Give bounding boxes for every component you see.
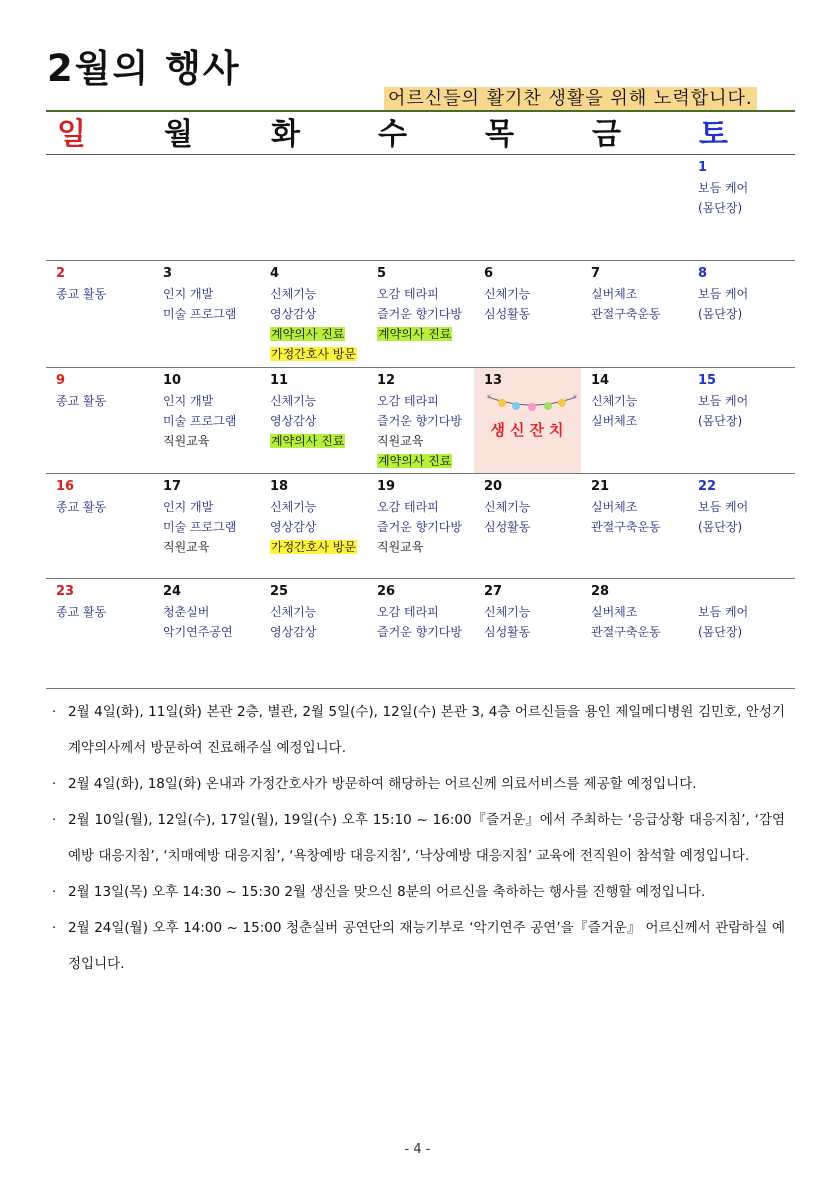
activity-line	[698, 602, 795, 622]
activity-line	[163, 284, 260, 304]
activity-line	[270, 411, 367, 431]
calendar-day	[581, 474, 688, 578]
day-number	[377, 158, 474, 178]
day-number: 19	[377, 479, 396, 494]
weekday-thursday: 목	[485, 117, 514, 152]
activity-line	[377, 602, 474, 622]
calendar-day	[260, 474, 367, 578]
activity-line	[270, 324, 367, 344]
activity-line	[163, 431, 260, 451]
activity-text: (몸단장)	[698, 414, 743, 428]
day-number: 11	[270, 373, 289, 388]
subtitle-banner: 어르신들의 활기찬 생활을 위해 노력합니다.	[384, 87, 757, 111]
activity-text: (몸단장)	[698, 520, 743, 534]
activity-text: 신체기능	[484, 287, 531, 301]
activity-line	[163, 622, 260, 642]
activity-line	[270, 517, 367, 537]
activity-line	[163, 537, 260, 557]
activity-text: 보듬 케어	[698, 605, 749, 619]
note-text: 2월 13일(목) 오후 14:30 ~ 15:30 2월 생신을 맞으신 8분의 어르신을 축하하는 행사를 진행할 예정입니다.	[68, 884, 706, 900]
activity-text: 신체기능	[484, 500, 531, 514]
activity-line	[377, 622, 474, 642]
calendar-day	[153, 474, 260, 578]
calendar-day	[474, 579, 581, 688]
day-number	[484, 158, 581, 178]
activity-line	[270, 602, 367, 622]
activity-text: 미술 프로그램	[163, 307, 237, 321]
calendar-day	[46, 261, 153, 367]
day-number: 22	[698, 479, 717, 494]
weekday-wednesday: 수	[378, 117, 407, 152]
note-text: 2월 4일(화), 11일(화) 본관 2층, 별관, 2월 5일(수), 12일(수) 본관 3, 4층 어르신들을 용인 제일메디병원 김민호, 안성기 계약의사께서 방문하여 진료해주실 예정입니다.	[68, 704, 785, 756]
activity-text: 오감 테라피	[377, 394, 439, 408]
page-title: 2월의 행사	[47, 47, 241, 90]
day-number	[56, 158, 153, 178]
activity-line	[698, 411, 795, 431]
activity-text: 실버체조	[591, 500, 638, 514]
day-number: 15	[698, 373, 717, 388]
weekday-friday: 금	[592, 117, 621, 152]
day-number: 14	[591, 373, 610, 388]
activity-line	[484, 622, 581, 642]
day-number: 2	[56, 266, 66, 281]
day-number: 13	[484, 373, 503, 388]
activity-text: 직원교육	[377, 540, 424, 554]
calendar-day	[260, 579, 367, 688]
activity-highlight: 계약의사 진료	[271, 434, 345, 448]
activity-line	[163, 602, 260, 622]
activity-text: 종교 활동	[56, 500, 107, 514]
activity-line	[270, 537, 367, 557]
title-divider	[46, 110, 795, 112]
activity-line	[377, 537, 474, 557]
activity-text: 미술 프로그램	[163, 520, 237, 534]
day-number: 24	[163, 584, 182, 599]
activity-line	[270, 431, 367, 451]
day-number	[591, 158, 688, 178]
page-number: - 4 -	[404, 1142, 431, 1157]
calendar-week	[46, 368, 795, 474]
calendar-day	[581, 155, 688, 260]
activity-text: 악기연주공연	[163, 625, 233, 639]
day-number: 25	[270, 584, 289, 599]
bullet-icon: ·	[52, 776, 57, 792]
activity-line	[270, 304, 367, 324]
bullet-icon: ·	[52, 920, 57, 936]
activity-line	[698, 304, 795, 324]
calendar-day	[474, 368, 581, 473]
activity-text: 인지 개발	[163, 394, 214, 408]
day-number	[163, 158, 260, 178]
activity-line	[377, 451, 474, 471]
calendar-day	[260, 261, 367, 367]
activity-text: 오감 테라피	[377, 605, 439, 619]
activity-line	[270, 284, 367, 304]
calendar-day	[581, 261, 688, 367]
activity-text: 보듬 케어	[698, 287, 749, 301]
activity-line	[698, 178, 795, 198]
activity-text: 즐거운 향기다방	[377, 625, 462, 639]
activity-text: 신체기능	[270, 500, 317, 514]
activity-line	[591, 517, 688, 537]
day-number: 23	[56, 584, 75, 599]
activity-line	[484, 602, 581, 622]
activity-text: 신체기능	[270, 605, 317, 619]
activity-text: 실버체조	[591, 287, 638, 301]
activity-text: 관절구축운동	[591, 307, 661, 321]
weekday-tuesday: 화	[271, 117, 300, 152]
note-text: 2월 24일(월) 오후 14:00 ~ 15:00 청춘실버 공연단의 재능기부로 ‘악기연주 공연’을『즐거운』 어르신께서 관람하실 예정입니다.	[68, 920, 785, 972]
day-number: 16	[56, 479, 75, 494]
activity-text: 영상감상	[270, 414, 317, 428]
activity-text: 영상감상	[270, 625, 317, 639]
activity-line	[377, 517, 474, 537]
weekday-saturday: 토	[699, 117, 728, 152]
activity-line	[56, 391, 153, 411]
activity-text: (몸단장)	[698, 201, 743, 215]
calendar-day	[153, 579, 260, 688]
calendar-day	[474, 155, 581, 260]
day-number	[270, 158, 367, 178]
day-number: 27	[484, 584, 503, 599]
activity-highlight: 계약의사 진료	[271, 327, 345, 341]
activity-line	[270, 497, 367, 517]
activity-text: 인지 개발	[163, 500, 214, 514]
calendar-week	[46, 579, 795, 689]
activity-text: 실버체조	[591, 605, 638, 619]
activity-text: (몸단장)	[698, 625, 743, 639]
activity-line	[591, 284, 688, 304]
activity-line	[484, 517, 581, 537]
activity-line	[591, 391, 688, 411]
calendar-day	[688, 155, 795, 260]
calendar-day	[153, 261, 260, 367]
activity-line	[591, 304, 688, 324]
day-number: 17	[163, 479, 182, 494]
weekday-header	[46, 115, 795, 155]
activity-line	[591, 602, 688, 622]
day-number: 21	[591, 479, 610, 494]
birthday-party-label: 생신잔치	[490, 421, 569, 439]
activity-text: (몸단장)	[698, 307, 743, 321]
day-number: 20	[484, 479, 503, 494]
activity-text: 신체기능	[270, 287, 317, 301]
calendar-week	[46, 474, 795, 579]
note-item	[52, 766, 785, 802]
activity-line	[377, 284, 474, 304]
activity-line	[591, 497, 688, 517]
activity-line	[163, 391, 260, 411]
calendar-day	[367, 474, 474, 578]
garland-icon	[484, 393, 580, 415]
activity-text: 오감 테라피	[377, 287, 439, 301]
activity-line	[377, 497, 474, 517]
activity-line	[377, 391, 474, 411]
activity-text: 직원교육	[163, 540, 210, 554]
day-number: 12	[377, 373, 396, 388]
activity-highlight: 계약의사 진료	[378, 454, 452, 468]
calendar-day	[367, 368, 474, 473]
activity-line	[698, 391, 795, 411]
activity-text: 오감 테라피	[377, 500, 439, 514]
calendar-day	[688, 474, 795, 578]
activity-text: 보듬 케어	[698, 394, 749, 408]
activity-highlight: 가정간호사 방문	[271, 540, 356, 554]
activity-text: 심성활동	[484, 520, 531, 534]
activity-text: 영상감상	[270, 520, 317, 534]
activity-line	[270, 391, 367, 411]
activity-line	[698, 517, 795, 537]
calendar-day	[367, 155, 474, 260]
activity-text: 신체기능	[591, 394, 638, 408]
calendar-day	[367, 261, 474, 367]
activity-line	[56, 284, 153, 304]
notes-list	[52, 694, 785, 982]
calendar-day	[367, 579, 474, 688]
activity-line	[377, 431, 474, 451]
day-number: 6	[484, 266, 494, 281]
activity-text: 직원교육	[163, 434, 210, 448]
activity-line	[484, 304, 581, 324]
activity-text: 즐거운 향기다방	[377, 414, 462, 428]
day-number: 4	[270, 266, 280, 281]
activity-line	[377, 411, 474, 431]
weekday-monday: 월	[164, 117, 193, 152]
activity-text: 청춘실버	[163, 605, 210, 619]
calendar-bottom-divider	[46, 688, 795, 689]
calendar-day	[688, 261, 795, 367]
activity-line	[591, 622, 688, 642]
activity-text: 즐거운 향기다방	[377, 307, 462, 321]
day-number: 10	[163, 373, 182, 388]
activity-line	[270, 344, 367, 364]
note-text: 2월 10일(월), 12일(수), 17일(월), 19일(수) 오후 15:10 ~ 16:00『즐거운』에서 주최하는 ‘응급상황 대응지침’, ‘감염예방 대응지침’, ‘치매예방 대응지침’, ‘욕창예방 대응지침’, ‘낙상예방 대응지침’ 교육에 전직원이 참석할 예정입니다.	[68, 812, 785, 864]
activity-line	[377, 304, 474, 324]
activity-text: 심성활동	[484, 307, 531, 321]
weekday-sunday: 일	[57, 117, 86, 152]
activity-line	[377, 324, 474, 344]
bullet-icon: ·	[52, 884, 57, 900]
calendar-day	[688, 368, 795, 473]
bullet-icon: ·	[52, 812, 57, 828]
day-number: 26	[377, 584, 396, 599]
activity-highlight: 계약의사 진료	[378, 327, 452, 341]
activity-text: 영상감상	[270, 307, 317, 321]
activity-text: 직원교육	[377, 434, 424, 448]
activity-text: 관절구축운동	[591, 520, 661, 534]
calendar-day	[46, 579, 153, 688]
activity-text: 실버체조	[591, 414, 638, 428]
day-number: 9	[56, 373, 66, 388]
day-number: 1	[698, 160, 708, 175]
activity-text: 보듬 케어	[698, 181, 749, 195]
note-item	[52, 694, 785, 766]
activity-text: 인지 개발	[163, 287, 214, 301]
day-number: 18	[270, 479, 289, 494]
calendar-day	[688, 579, 795, 688]
bullet-icon: ·	[52, 704, 57, 720]
activity-line	[698, 198, 795, 218]
svg-text:✳: ✳	[486, 393, 492, 401]
day-number: 7	[591, 266, 601, 281]
day-number: 3	[163, 266, 173, 281]
day-number: 28	[591, 584, 610, 599]
note-text: 2월 4일(화), 18일(화) 온내과 가정간호사가 방문하여 해당하는 어르신께 의료서비스를 제공할 예정입니다.	[68, 776, 697, 792]
note-item	[52, 802, 785, 874]
activity-line	[698, 497, 795, 517]
activity-line	[56, 497, 153, 517]
calendar-day	[474, 474, 581, 578]
day-number	[698, 582, 795, 602]
activity-text: 신체기능	[484, 605, 531, 619]
calendar-day	[46, 474, 153, 578]
activity-line	[163, 497, 260, 517]
activity-text: 즐거운 향기다방	[377, 520, 462, 534]
calendar-day	[46, 155, 153, 260]
activity-line	[591, 411, 688, 431]
calendar-day	[46, 368, 153, 473]
activity-line	[163, 304, 260, 324]
calendar-day	[260, 368, 367, 473]
activity-line	[698, 284, 795, 304]
activity-line	[56, 602, 153, 622]
note-item	[52, 910, 785, 982]
activity-line	[163, 517, 260, 537]
svg-text:✳: ✳	[572, 393, 578, 401]
activity-text: 종교 활동	[56, 287, 107, 301]
calendar-day	[260, 155, 367, 260]
note-item	[52, 874, 785, 910]
activity-text: 미술 프로그램	[163, 414, 237, 428]
activity-line	[698, 622, 795, 642]
activity-highlight: 가정간호사 방문	[271, 347, 356, 361]
calendar-week	[46, 155, 795, 261]
day-number: 8	[698, 266, 708, 281]
activity-text: 보듬 케어	[698, 500, 749, 514]
activity-line	[163, 411, 260, 431]
activity-text: 종교 활동	[56, 394, 107, 408]
activity-line	[270, 622, 367, 642]
activity-line	[484, 497, 581, 517]
calendar-day	[153, 155, 260, 260]
activity-text: 신체기능	[270, 394, 317, 408]
activity-text: 종교 활동	[56, 605, 107, 619]
calendar-day	[474, 261, 581, 367]
activity-text: 심성활동	[484, 625, 531, 639]
calendar-week	[46, 261, 795, 368]
activity-text: 관절구축운동	[591, 625, 661, 639]
day-number: 5	[377, 266, 387, 281]
calendar-day	[581, 579, 688, 688]
calendar-day	[581, 368, 688, 473]
calendar-day	[153, 368, 260, 473]
activity-line	[484, 284, 581, 304]
